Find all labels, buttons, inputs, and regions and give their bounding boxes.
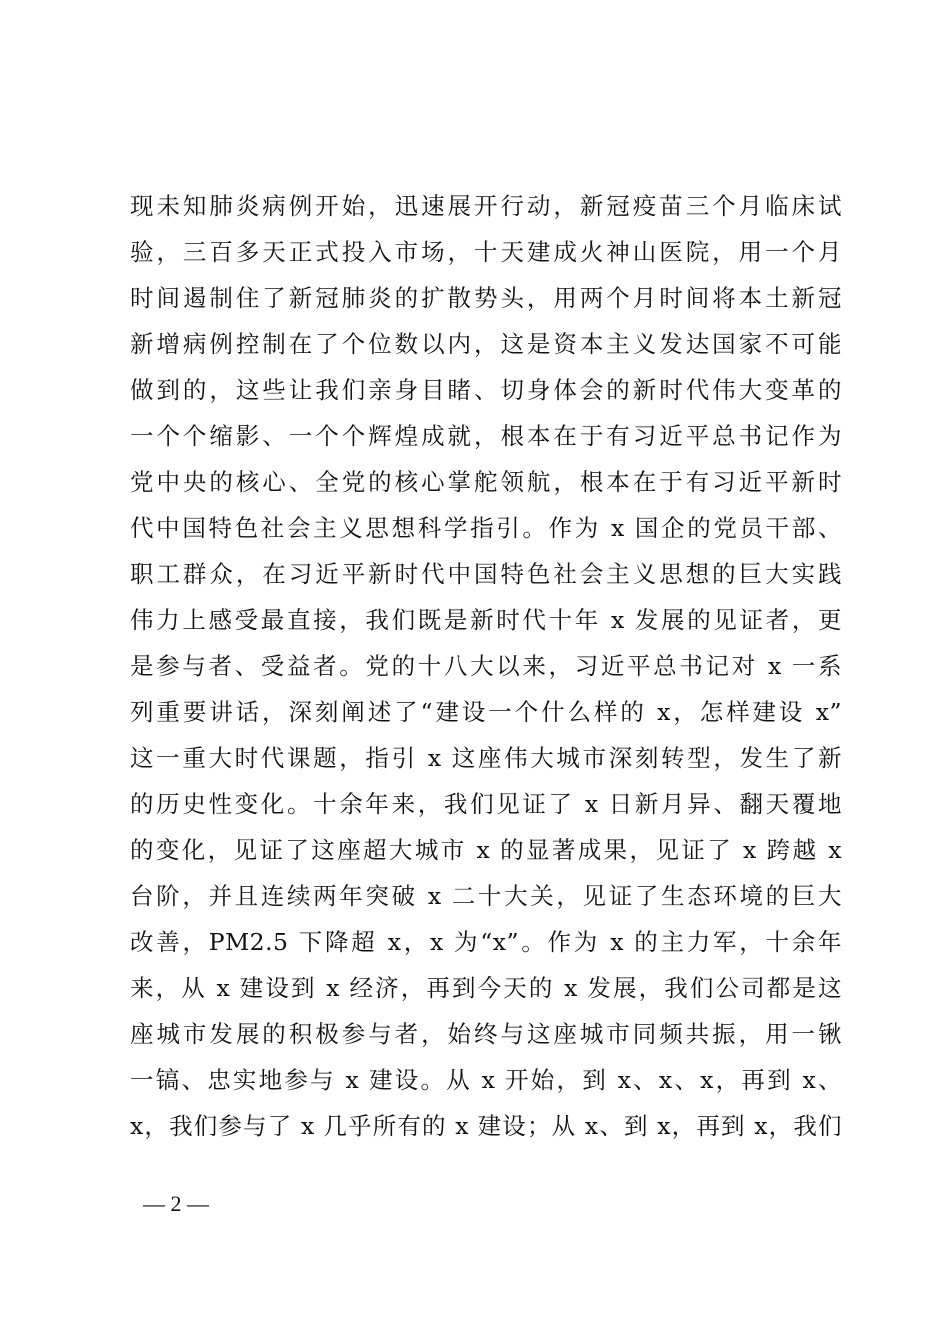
text-line: 伟力上感受最直接，我们既是新时代十年 x 发展的见证者，更 <box>130 606 842 634</box>
text-line: 台阶，并且连续两年突破 x 二十大关，见证了生态环境的巨大 <box>130 882 842 910</box>
text-line: 座城市发展的积极参与者，始终与这座城市同频共振，用一锹 <box>130 1020 842 1048</box>
text-line: 列重要讲话，深刻阐述了“建设一个什么样的 x，怎样建设 x” <box>130 698 842 726</box>
text-line: 验，三百多天正式投入市场，十天建成火神山医院，用一个月 <box>130 238 842 266</box>
text-line: 一镐、忠实地参与 x 建设。从 x 开始，到 x、x、x，再到 x、 <box>130 1066 842 1094</box>
text-line: 党中央的核心、全党的核心掌舵领航，根本在于有习近平新时 <box>130 468 842 496</box>
text-line: 职工群众，在习近平新时代中国特色社会主义思想的巨大实践 <box>130 560 842 588</box>
text-line: 的变化，见证了这座超大城市 x 的显著成果，见证了 x 跨越 x <box>130 836 842 864</box>
text-line: 代中国特色社会主义思想科学指引。作为 x 国企的党员干部、 <box>130 514 842 542</box>
page-number: — 2 — <box>143 1191 209 1216</box>
body-text <box>130 183 842 1149</box>
text-line: 一个个缩影、一个个辉煌成就，根本在于有习近平总书记作为 <box>130 422 842 450</box>
text-line: 现未知肺炎病例开始，迅速展开行动，新冠疫苗三个月临床试 <box>130 192 842 220</box>
text-line: 来，从 x 建设到 x 经济，再到今天的 x 发展，我们公司都是这 <box>130 974 842 1002</box>
text-line: 改善，PM2.5 下降超 x，x 为“x”。作为 x 的主力军，十余年 <box>130 928 842 956</box>
text-line: 新增病例控制在了个位数以内，这是资本主义发达国家不可能 <box>130 330 842 358</box>
text-line: 的历史性变化。十余年来，我们见证了 x 日新月异、翻天覆地 <box>130 790 842 818</box>
text-line: 时间遏制住了新冠肺炎的扩散势头，用两个月时间将本土新冠 <box>130 284 842 312</box>
text-line: x，我们参与了 x 几乎所有的 x 建设；从 x、到 x，再到 x，我们 <box>130 1112 842 1140</box>
text-line: 做到的，这些让我们亲身目睹、切身体会的新时代伟大变革的 <box>130 376 842 404</box>
text-line: 这一重大时代课题，指引 x 这座伟大城市深刻转型，发生了新 <box>130 744 842 772</box>
text-line: 是参与者、受益者。党的十八大以来，习近平总书记对 x 一系 <box>130 652 842 680</box>
